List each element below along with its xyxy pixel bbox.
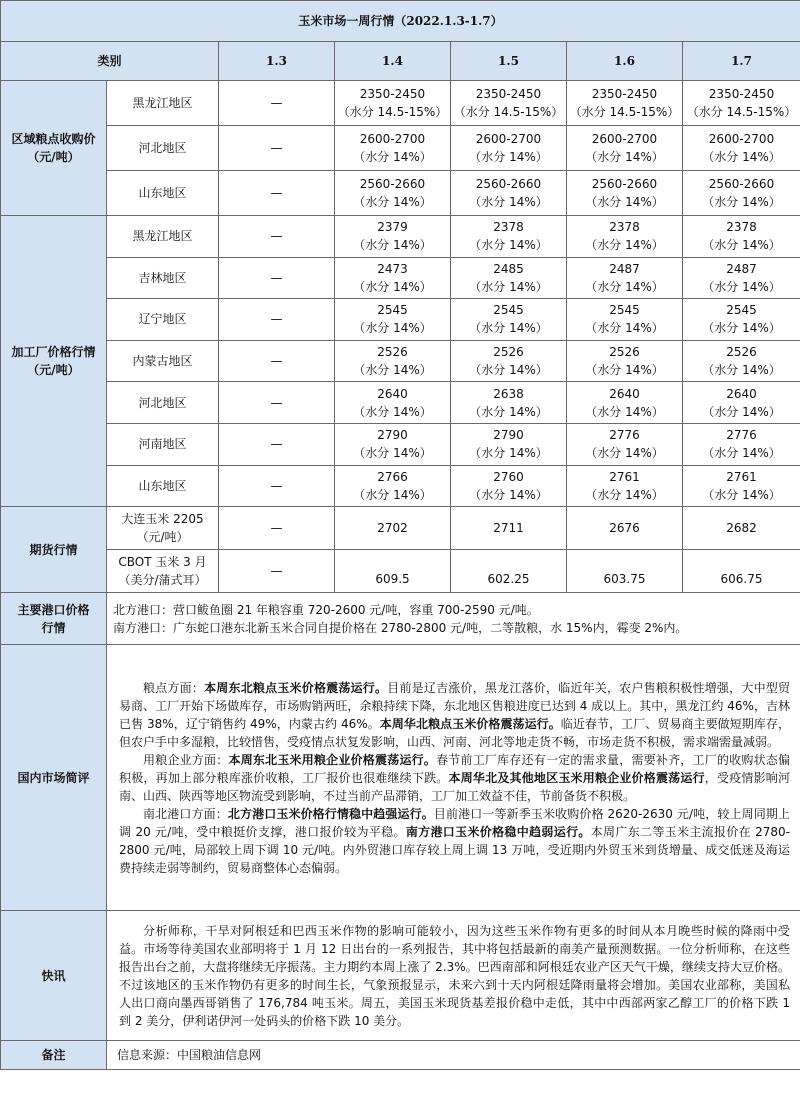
factory-row [1, 299, 800, 341]
header-row [1, 42, 800, 81]
price-cell [683, 382, 800, 424]
futures-value: 602.25 [451, 550, 567, 593]
futures-value: 2702 [335, 507, 451, 550]
flash-section-label: 快讯 [1, 911, 107, 1041]
regional-row [1, 126, 800, 171]
futures-value: 603.75 [567, 550, 683, 593]
body-text: 目前港口一等新季玉米收购价格 2620-2630 元/吨，较上周同期上调 20 元/吨，受中粮挺价支撑，港口报价较为平稳。 [119, 806, 790, 839]
price-cell [335, 340, 451, 382]
price-cell [567, 340, 683, 382]
regional-row [1, 81, 800, 126]
price-cell [567, 465, 683, 507]
header-date: 1.6 [567, 42, 683, 81]
empty-value-dash: — [219, 81, 335, 126]
price-value: 2545 [609, 303, 640, 318]
futures-row [1, 507, 800, 550]
moisture-note: （水分 14%） [353, 150, 432, 164]
price-cell [451, 423, 567, 465]
price-range: 2560-2660 [475, 177, 542, 191]
futures-value: 2676 [567, 507, 683, 550]
ports-section-label [1, 593, 107, 645]
remark-text: 信息来源：中国粮油信息网 [107, 1041, 800, 1070]
region-name: 内蒙古地区 [107, 340, 219, 382]
moisture-note: （水分 14%） [353, 446, 432, 461]
price-value: 2545 [377, 303, 408, 318]
price-cell [335, 171, 451, 216]
price-cell [567, 81, 683, 126]
section-label-line: 主要港口价格 [17, 602, 90, 617]
empty-value-dash: — [219, 465, 335, 507]
region-name: 河北地区 [107, 382, 219, 424]
price-cell [335, 423, 451, 465]
section-label-line: 行情 [41, 620, 66, 635]
factory-row [1, 382, 800, 424]
moisture-note: （水分 14%） [702, 363, 781, 378]
domestic-row [1, 645, 800, 911]
price-range: 2600-2700 [475, 132, 542, 146]
review-paragraph [119, 751, 790, 805]
price-value: 2473 [377, 261, 408, 276]
price-cell [683, 299, 800, 341]
moisture-note: （水分 14%） [469, 279, 548, 294]
moisture-note: （水分 14.5-15%） [337, 105, 448, 119]
moisture-note: （水分 14%） [353, 238, 432, 253]
price-value: 2545 [726, 303, 757, 318]
section-label-line: 加工厂价格行情 [11, 345, 96, 360]
region-name: 山东地区 [107, 171, 219, 216]
contract-unit: （元/吨） [136, 530, 189, 545]
ports-row [1, 593, 800, 645]
moisture-note: （水分 14%） [585, 363, 664, 378]
highlight-text: 本周华北及其他地区玉米用粮企业价格震荡运行 [448, 770, 705, 785]
price-cell [451, 81, 567, 126]
price-value: 2487 [726, 261, 757, 276]
body-text: 春节前工厂库存还有一定的需求量，需要补齐，工厂的收购状态偏积极，再加上部分粮库涨价收粮，工厂报价也很难继续下跌。 [119, 752, 790, 785]
title-row [1, 1, 800, 42]
moisture-note: （水分 14%） [702, 279, 781, 294]
highlight-text: 本周华北粮点玉米价格震荡运行。 [379, 716, 561, 731]
moisture-note: （水分 14%） [353, 321, 432, 336]
review-paragraph [119, 679, 790, 751]
domestic-review-text [107, 645, 800, 911]
moisture-note: （水分 14%） [469, 404, 548, 419]
price-value: 2526 [726, 345, 757, 360]
price-cell [567, 171, 683, 216]
price-range: 2600-2700 [359, 132, 426, 146]
header-date: 1.4 [335, 42, 451, 81]
price-value: 2378 [726, 220, 757, 235]
highlight-text: 本周东北粮点玉米价格震荡运行。 [204, 680, 388, 695]
moisture-note: （水分 14%） [585, 279, 664, 294]
body-text: 本周广东二等玉米主流报价在 2780-2800 元/吨，局部较上周下调 10 元/吨。内外贸港口库存较上周上调 13 万吨，受近期内外贸玉米到货增量、成交低迷及海运费持续走弱等制约，贸易商整体心态偏弱。 [119, 824, 791, 875]
price-value: 2790 [377, 428, 408, 443]
region-name: 黑龙江地区 [107, 216, 219, 258]
price-cell [335, 257, 451, 299]
price-range: 2560-2660 [591, 177, 658, 191]
header-date: 1.3 [219, 42, 335, 81]
moisture-note: （水分 14%） [585, 404, 664, 419]
south-port-text: 南方港口：广东蛇口港东北新玉米合同自提价格在 2780-2800 元/吨，二等散粮，水 15%内，霉变 2%内。 [113, 620, 688, 635]
price-cell [567, 126, 683, 171]
moisture-note: （水分 14%） [353, 279, 432, 294]
domestic-section-label: 国内市场简评 [1, 645, 107, 911]
moisture-note: （水分 14%） [469, 195, 548, 209]
futures-value: 609.5 [335, 550, 451, 593]
price-value: 2485 [493, 261, 524, 276]
moisture-note: （水分 14%） [585, 195, 664, 209]
moisture-note: （水分 14.5-15%） [569, 105, 680, 119]
flash-news-text [107, 911, 800, 1041]
moisture-note: （水分 14%） [353, 363, 432, 378]
price-value: 2640 [377, 386, 408, 401]
regional-section-label [1, 81, 107, 216]
factory-row [1, 257, 800, 299]
ports-content [107, 593, 800, 645]
section-label-line: 区域粮点收购价 [11, 132, 96, 146]
contract-name: CBOT 玉米 3 月 [118, 555, 207, 570]
price-cell [335, 382, 451, 424]
price-cell [683, 340, 800, 382]
futures-contract-name [107, 550, 219, 593]
moisture-note: （水分 14%） [702, 446, 781, 461]
highlight-text: 南方港口玉米价格稳中趋弱运行。 [405, 824, 591, 839]
moisture-note: （水分 14%） [702, 487, 781, 502]
body-text: 目前是辽吉涨价，黑龙江落价，临近年关，农户售粮积极性增强，大中型贸易商、工厂开始下场做库存，市场购销两旺，余粮持续下降，东北地区售粮进度已达到 4 成以上。其中，黑龙江约 46%，吉林已售 38%，辽宁销售约 49%，内蒙古约 46%。 [119, 680, 791, 731]
remark-label: 备注 [1, 1041, 107, 1070]
moisture-note: （水分 14%） [702, 150, 781, 164]
body-text: 用粮企业方面： [143, 752, 229, 767]
price-value: 2378 [609, 220, 640, 235]
price-range: 2600-2700 [708, 132, 775, 146]
moisture-note: （水分 14%） [469, 487, 548, 502]
factory-row [1, 216, 800, 258]
price-value: 2776 [609, 428, 640, 443]
empty-value-dash: — [219, 550, 335, 593]
price-range: 2350-2450 [475, 87, 542, 101]
moisture-note: （水分 14%） [702, 195, 781, 209]
price-cell [683, 423, 800, 465]
empty-value-dash: — [219, 171, 335, 216]
price-cell [567, 423, 683, 465]
factory-section-label [1, 216, 107, 507]
region-name: 山东地区 [107, 465, 219, 507]
price-value: 2766 [377, 469, 408, 484]
price-value: 2526 [609, 345, 640, 360]
price-range: 2600-2700 [591, 132, 658, 146]
moisture-note: （水分 14%） [585, 487, 664, 502]
review-paragraph [119, 805, 790, 877]
moisture-note: （水分 14%） [469, 446, 548, 461]
price-range: 2350-2450 [708, 87, 775, 101]
price-value: 2526 [493, 345, 524, 360]
empty-value-dash: — [219, 423, 335, 465]
price-value: 2760 [493, 469, 524, 484]
moisture-note: （水分 14%） [585, 238, 664, 253]
futures-section-label: 期货行情 [1, 507, 107, 593]
north-port-text: 北方港口：营口鲅鱼圈 21 年粮容重 720-2600 元/吨，容重 700-2590 元/吨。 [113, 602, 539, 617]
price-value: 2761 [726, 469, 757, 484]
price-cell [683, 81, 800, 126]
moisture-note: （水分 14%） [469, 363, 548, 378]
price-value: 2378 [493, 220, 524, 235]
price-value: 2638 [493, 386, 524, 401]
price-cell [451, 126, 567, 171]
moisture-note: （水分 14%） [469, 321, 548, 336]
price-value: 2640 [726, 386, 757, 401]
moisture-note: （水分 14%） [702, 321, 781, 336]
price-value: 2545 [493, 303, 524, 318]
regional-row [1, 171, 800, 216]
region-name: 黑龙江地区 [107, 81, 219, 126]
price-cell [451, 340, 567, 382]
empty-value-dash: — [219, 126, 335, 171]
price-value: 2640 [609, 386, 640, 401]
empty-value-dash: — [219, 216, 335, 258]
futures-value: 2711 [451, 507, 567, 550]
price-cell [451, 171, 567, 216]
body-text: 南北港口方面： [143, 806, 228, 821]
price-cell [451, 257, 567, 299]
empty-value-dash: — [219, 257, 335, 299]
price-cell [567, 257, 683, 299]
region-name: 河北地区 [107, 126, 219, 171]
futures-contract-name [107, 507, 219, 550]
price-cell [683, 465, 800, 507]
moisture-note: （水分 14.5-15%） [453, 105, 564, 119]
price-value: 2379 [377, 220, 408, 235]
moisture-note: （水分 14%） [702, 404, 781, 419]
moisture-note: （水分 14%） [353, 404, 432, 419]
price-cell [335, 126, 451, 171]
futures-row [1, 550, 800, 593]
price-cell [451, 382, 567, 424]
header-category: 类别 [1, 42, 219, 81]
price-cell [335, 299, 451, 341]
empty-value-dash: — [219, 507, 335, 550]
contract-name: 大连玉米 2205 [121, 512, 204, 527]
price-range: 2350-2450 [591, 87, 658, 101]
section-label-unit: （元/吨） [27, 150, 80, 164]
price-range: 2560-2660 [359, 177, 426, 191]
price-value: 2526 [377, 345, 408, 360]
moisture-note: （水分 14%） [469, 150, 548, 164]
price-cell [567, 382, 683, 424]
region-name: 河南地区 [107, 423, 219, 465]
moisture-note: （水分 14.5-15%） [686, 105, 797, 119]
empty-value-dash: — [219, 340, 335, 382]
contract-unit: （美分/蒲式耳） [118, 573, 207, 588]
price-range: 2350-2450 [359, 87, 426, 101]
empty-value-dash: — [219, 299, 335, 341]
price-cell [335, 465, 451, 507]
header-date: 1.7 [683, 42, 800, 81]
price-value: 2790 [493, 428, 524, 443]
highlight-text: 本周东北玉米用粮企业价格震荡运行。 [228, 752, 437, 767]
moisture-note: （水分 14%） [353, 195, 432, 209]
empty-value-dash: — [219, 382, 335, 424]
price-value: 2776 [726, 428, 757, 443]
price-cell [683, 171, 800, 216]
body-text: ，受疫情影响河南、山西、陕西等地区物流受到影响，不过当前产品滞销，工厂加工效益不佳，节前备货不积极。 [119, 770, 791, 803]
moisture-note: （水分 14%） [585, 446, 664, 461]
price-cell [451, 299, 567, 341]
moisture-note: （水分 14%） [469, 238, 548, 253]
price-cell [451, 216, 567, 258]
moisture-note: （水分 14%） [585, 150, 664, 164]
price-cell [683, 257, 800, 299]
factory-row [1, 340, 800, 382]
price-cell [683, 216, 800, 258]
price-cell [335, 81, 451, 126]
section-label-unit: （元/吨） [27, 363, 80, 378]
body-text: 临近春节，工厂、贸易商主要做短期库存，但农户手中多湿粮，比较惜售，受疫情点状复发影响，山西、河南、河北等地走货不畅，市场走货不积极，需求端需量减弱。 [119, 716, 790, 749]
flash-row [1, 911, 800, 1041]
flash-paragraph: 分析师称，干旱对阿根廷和巴西玉米作物的影响可能较小，因为这些玉米作物有更多的时间从本月晚些时候的降雨中受益。市场等待美国农业部明将于 1 月 12 日出台的一系列报告，其中将包括最新的南美产量预测数据。一位分析师称，在这些报告出台之前，大盘将继续无序振荡。主力期约本周上涨了 2.3%。巴西南部和阿根廷农业产区天气干燥，继续支持大豆价格。不过该地区的玉米作物仍有更多的时间生长，气象预报显示，未来六到十天内阿根廷降雨量将会增加。美国农业部称，美国私人出口商向墨西哥销售了 176,784 吨玉米。周五，美国玉米现货基差报价稳中走低，其中中西部两家乙醇工厂的价格下跌 1 到 2 美分，伊利诺伊河一处码头的价格下跌 10 美分。 [119, 923, 791, 1028]
price-cell [451, 465, 567, 507]
price-cell [567, 299, 683, 341]
highlight-text: 北方港口玉米价格行情稳中趋强运行。 [227, 806, 434, 821]
remark-row [1, 1041, 800, 1070]
price-cell [683, 126, 800, 171]
factory-row [1, 465, 800, 507]
futures-value: 2682 [683, 507, 800, 550]
moisture-note: （水分 14%） [353, 487, 432, 502]
price-cell [567, 216, 683, 258]
page-title: 玉米市场一周行情（2022.1.3-1.7） [1, 1, 800, 42]
body-text: 粮点方面： [143, 680, 205, 695]
price-value: 2487 [609, 261, 640, 276]
header-date: 1.5 [451, 42, 567, 81]
moisture-note: （水分 14%） [585, 321, 664, 336]
factory-row [1, 423, 800, 465]
price-range: 2560-2660 [708, 177, 775, 191]
moisture-note: （水分 14%） [702, 238, 781, 253]
region-name: 吉林地区 [107, 257, 219, 299]
price-cell [335, 216, 451, 258]
region-name: 辽宁地区 [107, 299, 219, 341]
futures-value: 606.75 [683, 550, 800, 593]
price-value: 2761 [609, 469, 640, 484]
